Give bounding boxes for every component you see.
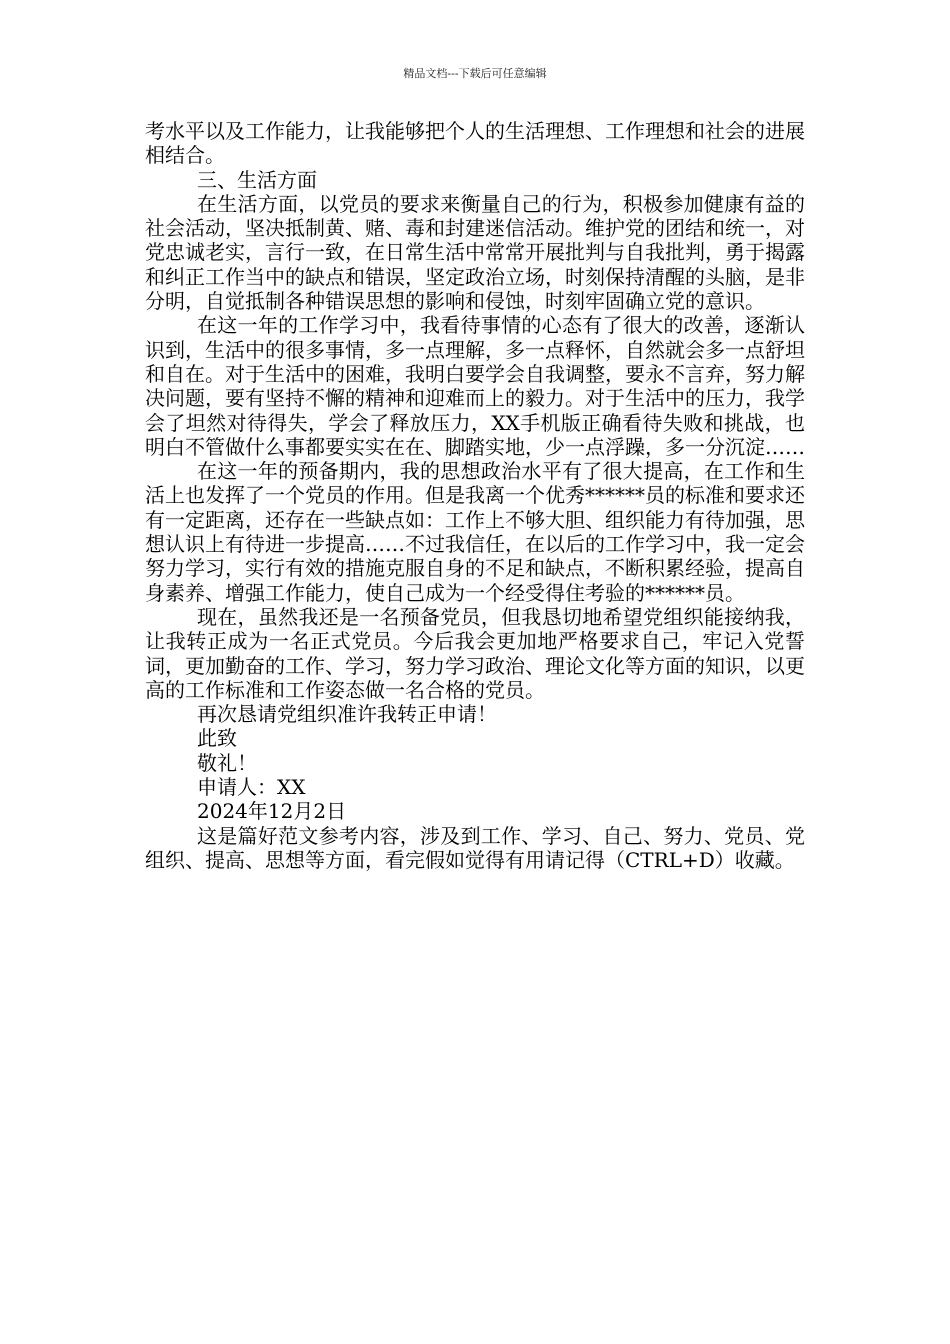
paragraph-now: 现在，虽然我还是一名预备党员，但我恳切地希望党组织能接纳我，让我转正成为一名正式党员。今后我会更加地严格要求自己，牢记入党誓词，更加勤奋的工作、学习，努力学习政治、理论文化等方面的知识，以更高的工作标准和工作姿态做一名合格的党员。 [145, 604, 805, 702]
page-header: 精品文档---下载后可任意编辑 [403, 67, 547, 80]
paragraph-year: 在这一年的工作学习中，我看待事情的心态有了很大的改善，逐渐认识到，生活中的很多事情，多一点理解，多一点释怀，自然就会多一点舒坦和自在。对于生活中的困难，我明白要学会自我调整，要永不言弃，努力解决问题，要有坚持不懈的精神和迎难而上的毅力。对于生活中的压力，我学会了坦然对待得失，学会了释放压力，XX手机版正确看待失败和挑战，也明白不管做什么事都要实实在在、脚踏实地，少一点浮躁，多一分沉淀…… [145, 313, 805, 459]
paragraph-intro: 考水平以及工作能力，让我能够把个人的生活理想、工作理想和社会的进展相结合。 [145, 119, 805, 168]
document-body [145, 119, 805, 872]
applicant-line: 申请人：XX [197, 775, 306, 800]
date-line: 2024年12月2日 [197, 799, 347, 824]
paragraph-note: 这是篇好范文参考内容，涉及到工作、学习、自己、努力、党员、党组织、提高、思想等方面，看完假如觉得有用请记得（CTRL+D）收藏。 [145, 823, 805, 872]
paragraph-request-again: 再次恳请党组织准许我转正申请！ [197, 702, 497, 727]
closing-cizhi: 此致 [197, 726, 237, 751]
paragraph-life: 在生活方面，以党员的要求来衡量自己的行为，积极参加健康有益的社会活动，坚决抵制黄、赌、毒和封建迷信活动。维护党的团结和统一，对党忠诚老实，言行一致，在日常生活中常常开展批判与自我批判，勇于揭露和纠正工作当中的缺点和错误，坚定政治立场，时刻保持清醒的头脑，是非分明，自觉抵制各种错误思想的影响和侵蚀，时刻牢固确立党的意识。 [145, 191, 805, 314]
section-title: 三、生活方面 [197, 167, 317, 192]
paragraph-preparation: 在这一年的预备期内，我的思想政治水平有了很大提高，在工作和生活上也发挥了一个党员的作用。但是我离一个优秀******员的标准和要求还有一定距离，还存在一些缺点如：工作上不够大胆、组织能力有待加强，思想认识上有待进一步提高……不过我信任，在以后的工作学习中，我一定会努力学习，实行有效的措施克服自身的不足和缺点，不断积累经验，提高自身素养、增强工作能力，使自己成为一个经受得住考验的******员。 [145, 459, 805, 605]
closing-jingli: 敬礼！ [197, 750, 257, 775]
